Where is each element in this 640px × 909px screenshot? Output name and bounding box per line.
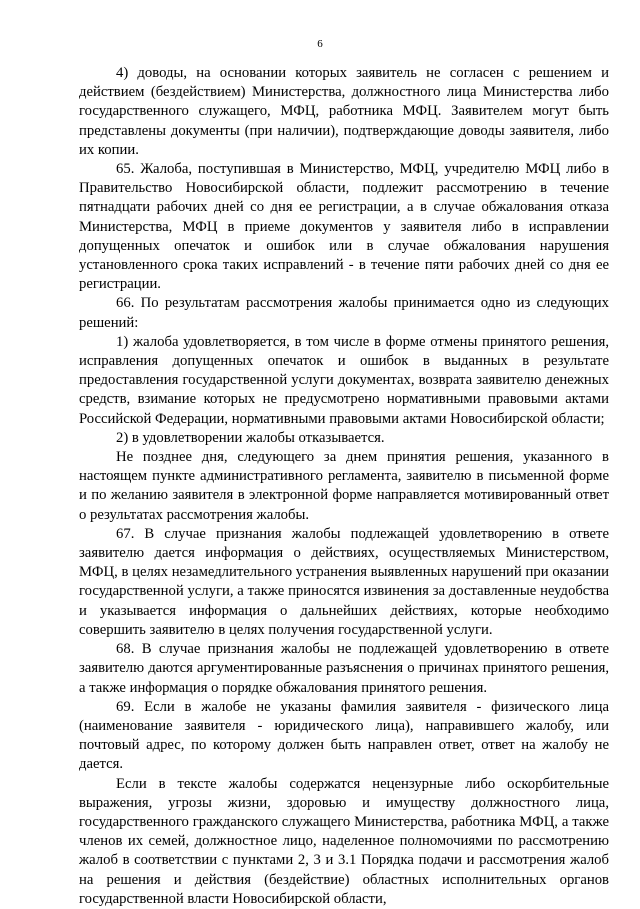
paragraph-obscene-content: Если в тексте жалобы содержатся нецензурные либо оскорбительные выражения, угрозы жизни, здоровью и имуществу должностного лица, государственного гражданского служащего Министерства, работника МФЦ, а также членов их семей, должностное лицо, наделенное полномочиями по рассмотрению жалоб в соответствии с пунктами 2, 3 и 3.1 Порядка подачи и рассмотрения жалоб на решения и действия (бездействие) областных исполнительных органов государственной власти Новосибирской области, (79, 775, 609, 907)
paragraph-69-no-name-or-address: 69. Если в жалобе не указаны фамилия заявителя - физического лица (наименование заявителя - юридического лица), направившего жалобу, или почтовый адрес, по которому должен быть направлен ответ, ответ на жалобу не дается. (79, 698, 609, 773)
paragraph-reply-deadline: Не позднее дня, следующего за днем принятия решения, указанного в настоящем пункте административного регламента, заявителю в письменной форме и по желанию заявителя в электронной форме направляется мотивированный ответ о результатах рассмотрения жалобы. (79, 449, 609, 523)
paragraph-66-item-1-satisfied: 1) жалоба удовлетворяется, в том числе в форме отмены принятого решения, исправления допущенных опечаток и ошибок в выданных в результате предоставления государственной услуги документах, возврата заявителю денежных средств, взимание которых не предусмотрено нормативными правовыми актами Российской Федерации, нормативными правовыми актами Новосибирской области; (79, 333, 609, 427)
paragraph-item-4-arguments: 4) доводы, на основании которых заявитель не согласен с решением и действием (бездействием) Министерства, должностного лица Министерства либо государственного служащего, МФЦ, работника МФЦ. Заявителем могут быть представлены документы (при наличии), подтверждающие доводы заявителя, либо их копии. (79, 65, 609, 158)
paragraph-67-satisfied-reply: 67. В случае признания жалобы подлежащей удовлетворению в ответе заявителю дается информация о действиях, осуществляемых Министерством, МФЦ, в целях незамедлительного устранения выявленных нарушений при оказании государственной услуги, а также приносятся извинения за доставленные неудобства и указывается информация о дальнейших действиях, которые необходимо совершить заявителю в целях получения государственной услуги. (79, 525, 609, 638)
paragraph-65-review-deadline: 65. Жалоба, поступившая в Министерство, МФЦ, учредителю МФЦ либо в Правительство Новосибирской области, подлежит рассмотрению в течение пятнадцати рабочих дней со дня ее регистрации, а в случае обжалования отказа Министерства, МФЦ в приеме документов у заявителя либо в исправлении допущенных опечаток и ошибок или в случае обжалования нарушения установленного срока таких исправлений - в течение пяти рабочих дней со дня ее регистрации. (79, 161, 609, 293)
page-number: 6 (317, 38, 323, 50)
document-body (79, 64, 609, 909)
paragraph-66-decisions: 66. По результатам рассмотрения жалобы принимается одно из следующих решений: (79, 295, 609, 331)
paragraph-66-item-2-refused: 2) в удовлетворении жалобы отказывается. (116, 429, 385, 446)
paragraph-68-refused-reply: 68. В случае признания жалобы не подлежащей удовлетворению в ответе заявителю даются аргументированные разъяснения о причинах принятого решения, а также информация о порядке обжалования принятого решения. (79, 641, 609, 696)
